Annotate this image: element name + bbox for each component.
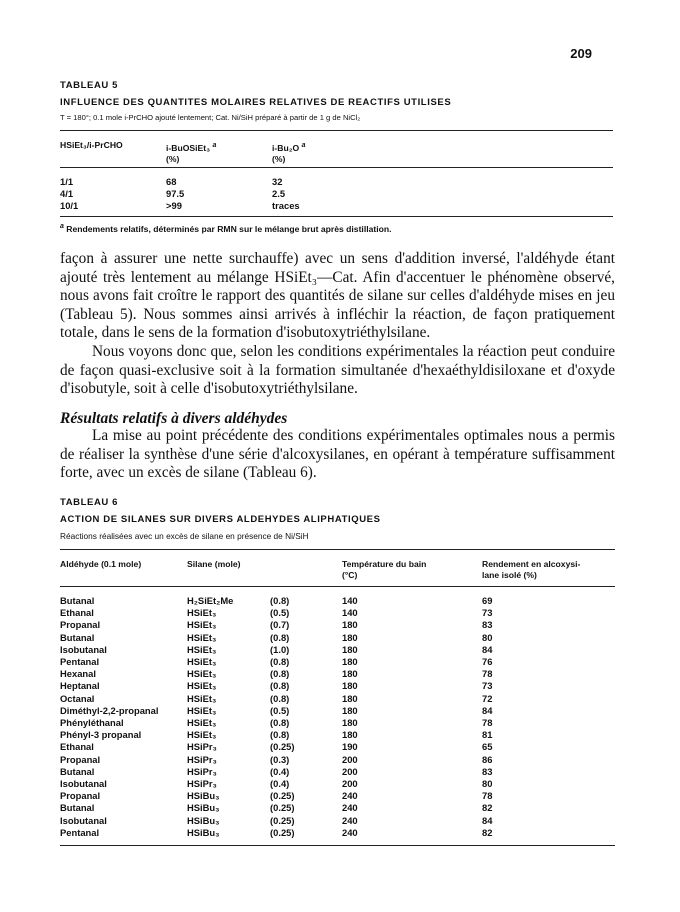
table5-cell-buosi: 68 (166, 176, 177, 187)
table6-cell-aldehyde: Ethanal (60, 607, 94, 619)
table6-cell-temp: 240 (342, 814, 358, 826)
table6-top-rule (60, 549, 615, 550)
table6-cell-temp: 180 (342, 668, 358, 680)
table6-row (60, 754, 615, 766)
table6-cell-yield: 84 (482, 704, 493, 716)
table6-cell-mole: (0.7) (270, 619, 290, 631)
page-number: 209 (570, 46, 592, 61)
table6-cell-mole: (0.8) (270, 717, 290, 728)
table6-cell-aldehyde: Propanal (60, 753, 101, 765)
table5-header-bu2o-sup: a (301, 142, 306, 149)
table6-cell-aldehyde: Isobutanal (60, 814, 107, 826)
table6-cell-silane: HSiEt₃ (187, 607, 217, 619)
table5-cell-ratio: 10/1 (60, 200, 79, 211)
table5-footnote-marker: a (60, 223, 64, 230)
table6-header-aldehyde: Aldéhyde (0.1 mole) (60, 559, 142, 569)
table6-cell-silane: HSiEt₃ (187, 631, 217, 643)
table6-cell-yield: 72 (482, 692, 493, 704)
table6-cell-temp: 180 (342, 656, 358, 667)
table6-cell-mole: (0.8) (270, 595, 290, 606)
table6-cell-aldehyde: Isobutanal (60, 643, 107, 655)
table5-conditions: T = 180°; 0.1 mole i-PrCHO ajouté lentement; Cat. Ni/SiH préparé à partir de 1 g de NiCl₂ (60, 113, 361, 122)
table5-header-ratio: HSiEt₃/i-PrCHO (60, 140, 123, 150)
table6-cell-temp: 240 (342, 826, 358, 838)
table6-cell-aldehyde: Isobutanal (60, 778, 107, 789)
table6-cell-mole: (0.25) (270, 741, 295, 753)
table6-cell-yield: 83 (482, 765, 493, 777)
table6-cell-mole: (0.5) (270, 607, 290, 619)
table6-cell-silane: HSiEt₃ (187, 643, 217, 655)
paragraph-2: Nous voyons donc que, selon les conditions expérimentales la réaction peut conduire de façon quasi-exclusive soit à la formation simultanée d'hexaéthyldisiloxane et d'oxyde d'isobutyle, soit à celle d'isobutoxytriéthylsilane. (60, 342, 615, 398)
table6-row (60, 693, 615, 705)
table6-label: TABLEAU 6 (60, 497, 119, 508)
table6-cell-silane: HSiEt₃ (187, 717, 217, 728)
table6-header-rule (60, 586, 615, 587)
table6-cell-temp: 180 (342, 680, 358, 692)
table6-cell-aldehyde: Butanal (60, 595, 95, 606)
table6-cell-temp: 240 (342, 790, 358, 802)
table6-cell-silane: HSiPr₃ (187, 765, 217, 777)
table6-cell-silane: HSiBu₃ (187, 826, 220, 838)
table6-cell-temp: 190 (342, 741, 358, 753)
table6-header-silane: Silane (mole) (187, 559, 241, 569)
table5-cell-buosi: 97.5 (166, 188, 185, 199)
table6-cell-mole: (0.8) (270, 631, 290, 643)
table6-row (60, 644, 615, 656)
table6-bottom-rule (60, 845, 615, 846)
table5-header-bu2o (272, 140, 306, 165)
paragraph-3: La mise au point précédente des conditions expérimentales optimales nous a permis de réaliser la synthèse d'une série d'alcoxysilanes, en opérant à température suffisamment forte, avec un excès de silane (Tableau 6). (60, 427, 615, 482)
table6-cell-aldehyde: Butanal (60, 765, 95, 777)
table6-cell-silane: HSiEt₃ (187, 656, 217, 667)
body-text-2 (60, 427, 615, 483)
table6-cell-mole: (0.4) (270, 778, 290, 789)
table5-cell-buosi: >99 (166, 200, 182, 211)
table6-cell-temp: 180 (342, 717, 358, 728)
table6-cell-mole: (0.8) (270, 692, 290, 704)
table6-cell-silane: H₂SiEt₂Me (187, 595, 234, 606)
table6-cell-mole: (0.8) (270, 668, 290, 680)
table5-label: TABLEAU 5 (60, 80, 119, 91)
table6-cell-yield: 82 (482, 826, 493, 838)
table5-header-buosi-unit: (%) (166, 153, 180, 164)
table6-row (60, 656, 615, 668)
table6-cell-mole: (0.5) (270, 704, 290, 716)
table5-header-rule (60, 167, 613, 168)
table6-cell-aldehyde: Propanal (60, 619, 101, 631)
table6-cell-silane: HSiPr₃ (187, 753, 217, 765)
table5-row (60, 200, 613, 212)
table6-row (60, 766, 615, 778)
table6-cell-mole: (0.25) (270, 802, 295, 814)
table6-header-temperature-1: Température du bain (342, 559, 427, 569)
table5-top-rule (60, 130, 613, 131)
table6-cell-mole: (0.8) (270, 729, 290, 741)
table6-cell-silane: HSiEt₃ (187, 729, 217, 741)
table6-cell-aldehyde: Phényléthanal (60, 717, 124, 728)
table6-row (60, 827, 615, 839)
table6-cell-temp: 200 (342, 753, 358, 765)
table6-cell-yield: 80 (482, 778, 493, 789)
table6-cell-yield: 86 (482, 753, 493, 765)
table6-cell-yield: 73 (482, 680, 493, 692)
table6-cell-temp: 180 (342, 692, 358, 704)
table6-cell-temp: 180 (342, 631, 358, 643)
table6-header-temperature (342, 559, 426, 581)
table6-cell-aldehyde: Diméthyl-2,2-propanal (60, 704, 159, 716)
table5-bottom-rule (60, 216, 613, 217)
table6-cell-yield: 65 (482, 741, 493, 753)
table6-cell-mole: (0.3) (270, 753, 290, 765)
table6-cell-yield: 81 (482, 729, 493, 741)
table6-cell-aldehyde: Pentanal (60, 656, 100, 667)
table6-conditions: Réactions réalisées avec un excès de silane en présence de Ni/SiH (60, 531, 309, 541)
table6-cell-aldehyde: Ethanal (60, 741, 94, 753)
table5-cell-bu2o: traces (272, 200, 300, 211)
table5-cell-ratio: 1/1 (60, 176, 74, 187)
table5-header-bu2o-label: i-Bu₂O (272, 142, 300, 153)
table6-cell-silane: HSiEt₃ (187, 680, 217, 692)
table5-footnote (60, 223, 392, 234)
table6-cell-silane: HSiBu₃ (187, 802, 220, 814)
table5-header-buosi-sup: a (212, 142, 217, 149)
table6-row (60, 680, 615, 692)
table6-cell-silane: HSiBu₃ (187, 790, 220, 802)
table6-cell-aldehyde: Butanal (60, 631, 95, 643)
table6-cell-yield: 78 (482, 668, 493, 680)
table6-row (60, 632, 615, 644)
table5-row (60, 188, 613, 200)
table6-cell-aldehyde: Heptanal (60, 680, 100, 692)
table6-body (60, 595, 615, 839)
table5-body (60, 176, 613, 216)
table5-cell-ratio: 4/1 (60, 188, 74, 199)
table6-cell-temp: 180 (342, 643, 358, 655)
table5-footnote-text: Rendements relatifs, déterminés par RMN sur le mélange brut après distillation. (66, 223, 392, 234)
table6-cell-yield: 83 (482, 619, 493, 631)
table6-row (60, 705, 615, 717)
table5-cell-bu2o: 32 (272, 176, 283, 187)
table6-row (60, 778, 615, 790)
table6-cell-mole: (0.4) (270, 765, 290, 777)
table6-row (60, 668, 615, 680)
table6-cell-silane: HSiEt₃ (187, 704, 217, 716)
table6-cell-mole: (0.8) (270, 656, 290, 667)
table6-cell-temp: 180 (342, 704, 358, 716)
table5-title: INFLUENCE DES QUANTITES MOLAIRES RELATIVES DE REACTIFS UTILISES (60, 97, 452, 108)
table6-header-yield-2: lane isolé (%) (482, 570, 537, 580)
table6-cell-temp: 140 (342, 607, 358, 619)
table6-cell-temp: 180 (342, 619, 358, 631)
table6-cell-mole: (1.0) (270, 643, 290, 655)
table6-cell-yield: 76 (482, 656, 493, 667)
table6-row (60, 717, 615, 729)
table6-cell-mole: (0.25) (270, 826, 295, 838)
table6-cell-yield: 73 (482, 607, 493, 619)
table6-row (60, 619, 615, 631)
table6-cell-yield: 82 (482, 802, 493, 814)
table6-header-yield-1: Rendement en alcoxysi- (482, 559, 581, 569)
table6-cell-mole: (0.25) (270, 790, 295, 802)
table6-cell-yield: 84 (482, 814, 493, 826)
table6-cell-yield: 78 (482, 790, 493, 802)
table6-row (60, 741, 615, 753)
body-text (60, 250, 615, 399)
table6-row (60, 790, 615, 802)
table6-cell-silane: HSiPr₃ (187, 778, 217, 789)
table6-cell-yield: 80 (482, 631, 493, 643)
table5-cell-bu2o: 2.5 (272, 188, 286, 199)
table6-cell-mole: (0.25) (270, 814, 295, 826)
table6-cell-temp: 200 (342, 778, 358, 789)
table5-row (60, 176, 613, 188)
table5-header-buosi (166, 140, 216, 165)
table6-cell-temp: 240 (342, 802, 358, 814)
table6-cell-aldehyde: Butanal (60, 802, 95, 814)
table6-cell-silane: HSiEt₃ (187, 692, 217, 704)
paragraph-1: façon à assurer une nette surchauffe) avec un sens d'addition inversé, l'aldéhyde étant ajouté très lentement au mélange HSiEt₃—Cat. Afin d'accentuer le phénomène observé, nous avons fait croître le rapport des quantités de silane sur celles d'aldéhyde mises en jeu (Tableau 5). Nous sommes ainsi arrivés à infléchir la réaction, de façon pratiquement totale, dans le sens de la formation d'isobutoxytriéthylsilane. (60, 250, 615, 342)
table6-header-temperature-2: (°C) (342, 570, 358, 580)
table6-cell-silane: HSiEt₃ (187, 668, 217, 680)
table5-header-buosi-label: i-BuOSiEt₃ (166, 142, 211, 153)
table6-cell-mole: (0.8) (270, 680, 290, 692)
table6-row (60, 595, 615, 607)
table6-cell-temp: 180 (342, 729, 358, 741)
table6-row (60, 729, 615, 741)
table6-cell-yield: 69 (482, 595, 493, 606)
table6-cell-silane: HSiBu₃ (187, 814, 220, 826)
table6-row (60, 802, 615, 814)
table6-cell-silane: HSiEt₃ (187, 619, 217, 631)
table6-row (60, 607, 615, 619)
table6-cell-temp: 140 (342, 595, 358, 606)
table6-title: ACTION DE SILANES SUR DIVERS ALDEHYDES ALIPHATIQUES (60, 514, 381, 525)
table6-cell-aldehyde: Propanal (60, 790, 101, 802)
table6-cell-aldehyde: Phényl-3 propanal (60, 729, 142, 741)
table5-header-bu2o-unit: (%) (272, 153, 286, 164)
table6-row (60, 815, 615, 827)
table6-cell-aldehyde: Hexanal (60, 668, 96, 680)
table6-cell-aldehyde: Octanal (60, 692, 95, 704)
table6-cell-yield: 84 (482, 643, 493, 655)
table6-cell-silane: HSiPr₃ (187, 741, 217, 753)
table6-header-yield (482, 559, 580, 581)
table6-cell-temp: 200 (342, 765, 358, 777)
section-subheading: Résultats relatifs à divers aldéhydes (60, 410, 288, 427)
table6-cell-aldehyde: Pentanal (60, 826, 100, 838)
table6-cell-yield: 78 (482, 717, 493, 728)
